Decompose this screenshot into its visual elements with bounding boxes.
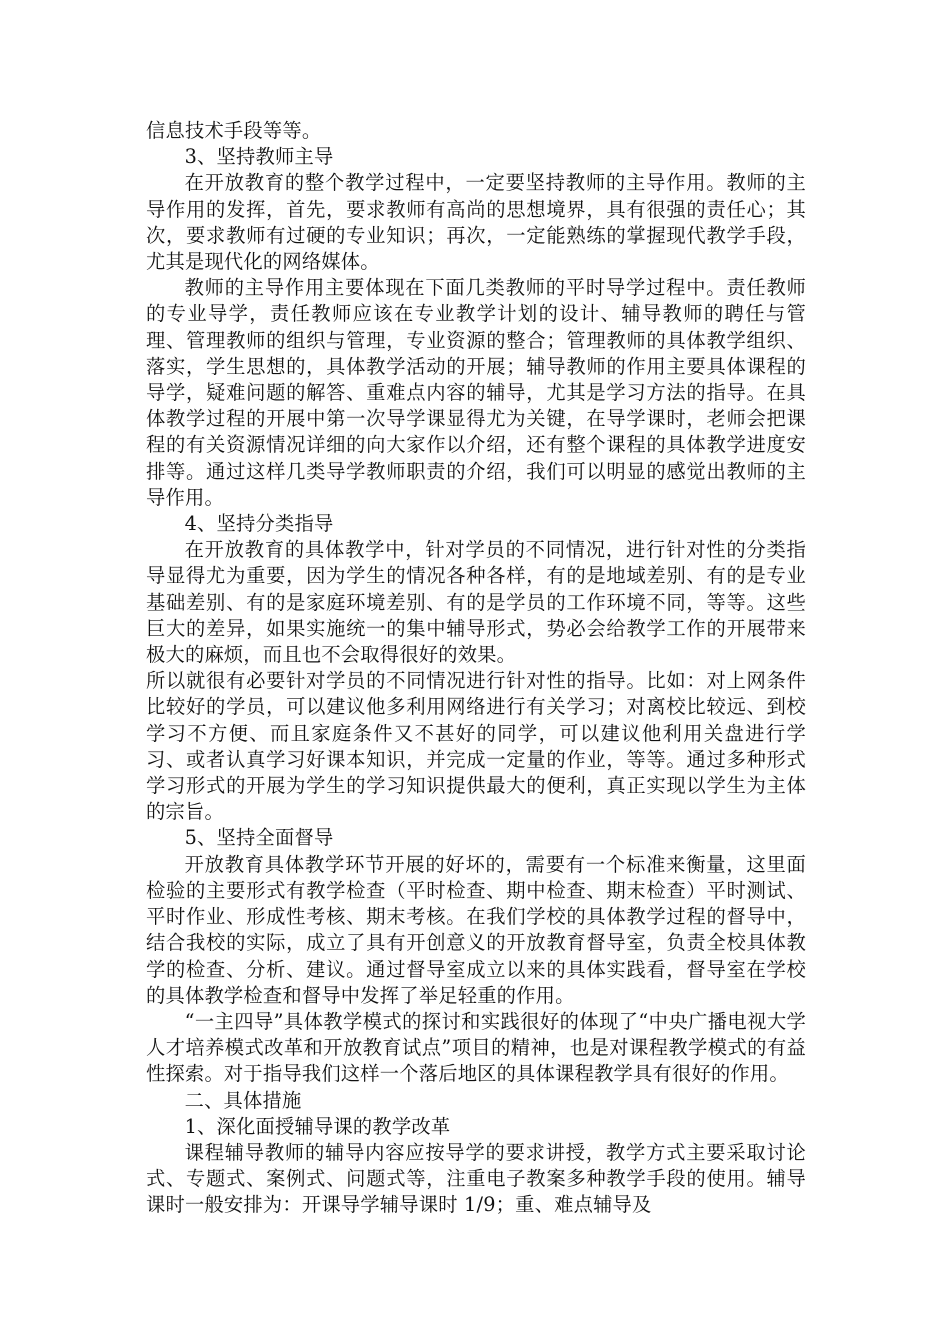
section-heading-teacher-guidance: 3、坚持教师主导 — [184, 145, 334, 169]
paragraph: 课程辅导教师的辅导内容应按导学的要求讲授，教学方式主要采取讨论式、专题式、案例式、问题式等，注重电子教案多种教学手段的使用。辅导课时一般安排为：开课导学辅导课时 1/9；重、难点辅导及 — [146, 1140, 806, 1217]
paragraph: “一主四导”具体教学模式的探讨和实践很好的体现了“中央广播电视大学人才培养模式改革和开放教育试点”项目的精神，也是对课程教学模式的有益性探索。对于指导我们这样一个落后地区的具体课程教学具有很好的作用。 — [146, 1009, 806, 1086]
paragraph: 在开放教育的具体教学中，针对学员的不同情况，进行针对性的分类指导显得尤为重要，因为学生的情况各种各样，有的是地域差别、有的是专业基础差别、有的是家庭环境差别、有的是学员的工作环境不同，等等。这些巨大的差异，如果实施统一的集中辅导形式，势必会给教学工作的开展带来极大的麻烦，而且也不会取得很好的效果。 — [146, 538, 806, 667]
section-heading-full-supervision: 5、坚持全面督导 — [184, 826, 334, 850]
paragraph-continuation: 信息技术手段等等。 — [146, 119, 322, 142]
paragraph: 开放教育具体教学环节开展的好坏的，需要有一个标准来衡量，这里面检验的主要形式有教学检查（平时检查、期中检查、期末检查）平时测试、平时作业、形成性考核、期末考核。在我们学校的具体教学过程的督导中，结合我校的实际，成立了具有开创意义的开放教育督导室，负责全校具体教学的检查、分析、建议。通过督导室成立以来的具体实践看，督导室在学校的具体教学检查和督导中发挥了举足轻重的作用。 — [146, 852, 806, 1007]
document-page — [146, 118, 806, 1219]
section-heading-tutorial-reform: 1、深化面授辅导课的教学改革 — [184, 1114, 451, 1138]
section-heading-classified-guidance: 4、坚持分类指导 — [184, 512, 334, 536]
paragraph: 在开放教育的整个教学过程中，一定要坚持教师的主导作用。教师的主导作用的发挥，首先，要求教师有高尚的思想境界，具有很强的责任心；其次，要求教师有过硬的专业知识；再次，一定能熟练的掌握现代教学手段，尤其是现代化的网络媒体。 — [146, 171, 806, 274]
paragraph: 教师的主导作用主要体现在下面几类教师的平时导学过程中。责任教师的专业导学，责任教师应该在专业教学计划的设计、辅导教师的聘任与管理、管理教师的组织与管理，专业资源的整合；管理教师的具体教学组织、落实，学生思想的，具体教学活动的开展；辅导教师的作用主要具体课程的导学，疑难问题的解答、重难点内容的辅导，尤其是学习方法的指导。在具体教学过程的开展中第一次导学课显得尤为关键，在导学课时，老师会把课程的有关资源情况详细的向大家作以介绍，还有整个课程的具体教学进度安排等。通过这样几类导学教师职责的介绍，我们可以明显的感觉出教师的主导作用。 — [146, 276, 806, 509]
paragraph: 所以就很有必要针对学员的不同情况进行针对性的指导。比如：对上网条件比较好的学员，可以建议他多利用网络进行有关学习；对离校比较远、到校学习不方便、而且家庭条件又不甚好的同学，可以建议他利用关盘进行学习、或者认真学习好课本知识，并完成一定量的作业，等等。通过多种形式学习形式的开展为学生的学习知识提供最大的便利，真正实现以学生为主体的宗旨。 — [146, 669, 806, 824]
section-heading-measures: 二、具体措施 — [184, 1088, 302, 1112]
